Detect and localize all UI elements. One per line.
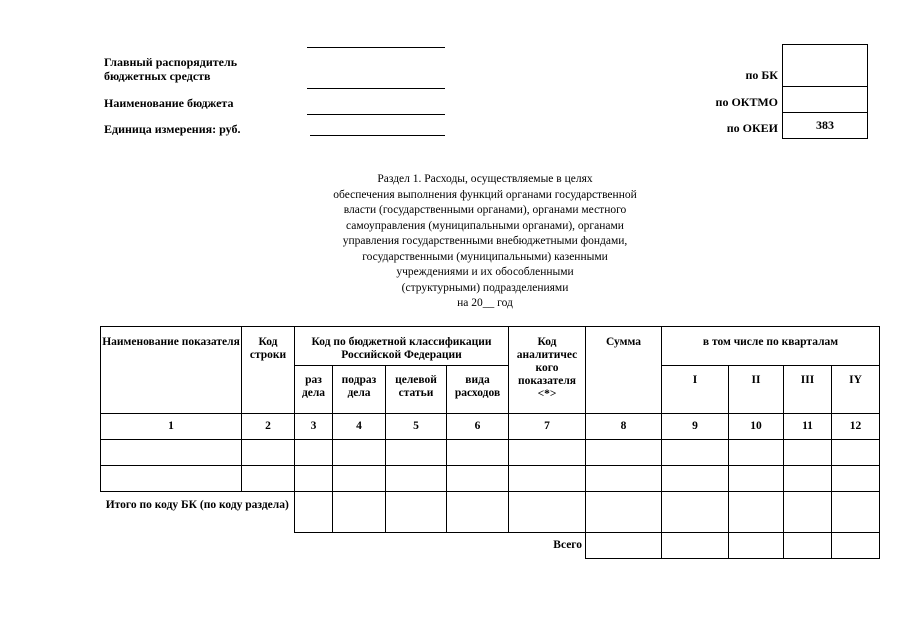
section-title-line: учреждениями и их обособленными xyxy=(396,266,574,278)
table-cell[interactable] xyxy=(242,440,295,466)
column-number: 11 xyxy=(784,414,832,440)
table-cell[interactable] xyxy=(832,466,880,492)
table-cell[interactable] xyxy=(386,466,447,492)
col-subsection-header: подраз дела xyxy=(333,366,386,414)
table-cell[interactable] xyxy=(333,466,386,492)
table-row xyxy=(101,440,880,466)
table-cell[interactable] xyxy=(333,492,386,533)
table-cell[interactable] xyxy=(586,440,662,466)
table-cell[interactable] xyxy=(333,440,386,466)
col-q2-header: II xyxy=(729,366,784,414)
table-cell[interactable] xyxy=(101,440,242,466)
col-q4-header: IY xyxy=(832,366,880,414)
unit-label: Единица измерения: руб. xyxy=(104,122,241,136)
col-target-header: целевой статьи xyxy=(386,366,447,414)
section-title-line: власти (государственными органами), органами местного xyxy=(343,204,627,216)
budget-name-label: Наименование бюджета xyxy=(104,96,234,110)
section-title-line: Раздел 1. Расходы, осуществляемые в целях xyxy=(377,173,593,185)
col-line-code-header: Код строки xyxy=(242,327,295,414)
header-row-1 xyxy=(101,327,880,366)
table-cell[interactable] xyxy=(295,492,333,533)
total-by-bk-label: Итого по коду БК (по коду раздела) xyxy=(105,499,289,511)
col-quarters-group-header: в том числе по кварталам xyxy=(662,327,880,366)
table-cell[interactable] xyxy=(509,492,586,533)
column-number: 12 xyxy=(832,414,880,440)
unit-fill-line[interactable] xyxy=(310,135,445,136)
column-number: 10 xyxy=(729,414,784,440)
table-cell[interactable] xyxy=(509,440,586,466)
table-cell[interactable] xyxy=(729,466,784,492)
section-title-line: самоуправления (муниципальными органами), органами xyxy=(346,219,624,232)
column-number: 7 xyxy=(509,414,586,440)
grand-total-label: Всего xyxy=(553,539,582,552)
table-cell[interactable] xyxy=(447,440,509,466)
col-name-header: Наименование показателя xyxy=(101,327,242,414)
table-cell[interactable] xyxy=(729,533,784,559)
table-cell[interactable] xyxy=(784,492,832,533)
table-cell[interactable] xyxy=(586,533,662,559)
table-cell[interactable] xyxy=(832,533,880,559)
table-cell[interactable] xyxy=(447,492,509,533)
table-cell[interactable] xyxy=(662,492,729,533)
grand-total-row xyxy=(101,533,880,559)
table-cell[interactable] xyxy=(784,466,832,492)
col-q1-header: I xyxy=(662,366,729,414)
column-number: 3 xyxy=(295,414,333,440)
table-cell[interactable] xyxy=(386,440,447,466)
table-cell[interactable] xyxy=(784,533,832,559)
column-number: 2 xyxy=(242,414,295,440)
column-number: 1 xyxy=(101,414,242,440)
table-cell[interactable] xyxy=(729,440,784,466)
distributor-label-line2: бюджетных средств xyxy=(104,69,211,83)
oktmo-code-label: по ОКТМО xyxy=(715,95,778,109)
budget-name-fill-line[interactable] xyxy=(307,114,445,115)
col-bk-group-header: Код по бюджетной классификации Российской Федерации xyxy=(295,327,509,366)
table-cell[interactable] xyxy=(729,492,784,533)
distributor-label xyxy=(104,55,237,83)
section-title-line: государственными (муниципальными) казенными xyxy=(362,250,608,263)
table-cell[interactable] xyxy=(662,466,729,492)
col-section-header: раз дела xyxy=(295,366,333,414)
column-number: 5 xyxy=(386,414,447,440)
distributor-fill-line[interactable] xyxy=(307,88,445,89)
col-analytic-header: Код аналитичес кого показателя <*> xyxy=(509,327,586,414)
section-title-line: обеспечения выполнения функций органами государственной xyxy=(333,188,637,201)
table-cell[interactable] xyxy=(242,466,295,492)
column-number: 4 xyxy=(333,414,386,440)
table-cell[interactable] xyxy=(662,440,729,466)
column-number: 6 xyxy=(447,414,509,440)
table-cell[interactable] xyxy=(586,466,662,492)
table-cell[interactable] xyxy=(784,440,832,466)
column-number: 8 xyxy=(586,414,662,440)
col-q3-header: III xyxy=(784,366,832,414)
table-cell[interactable] xyxy=(509,466,586,492)
okei-code-label: по ОКЕИ xyxy=(726,121,778,135)
distributor-label-line1: Главный распорядитель xyxy=(104,55,238,69)
distributor-top-line xyxy=(307,47,445,48)
okei-code-box[interactable]: 383 xyxy=(782,112,868,139)
expenses-table xyxy=(100,326,880,559)
table-cell[interactable] xyxy=(386,492,447,533)
table-cell[interactable] xyxy=(832,492,880,533)
total-by-bk-row xyxy=(101,492,880,533)
table-cell[interactable] xyxy=(662,533,729,559)
table-cell[interactable] xyxy=(101,466,242,492)
table-cell[interactable] xyxy=(295,440,333,466)
bk-code-box[interactable] xyxy=(782,44,868,87)
table-cell[interactable] xyxy=(447,466,509,492)
column-numbers-row xyxy=(101,414,880,440)
column-number: 9 xyxy=(662,414,729,440)
col-expense-type-header: вида расходов xyxy=(447,366,509,414)
table-cell[interactable] xyxy=(295,466,333,492)
section-title-line: (структурными) подразделениями xyxy=(401,281,569,294)
table-cell[interactable] xyxy=(832,440,880,466)
section-title-line: управления государственными внебюджетными фондами, xyxy=(342,235,628,247)
col-sum-header: Сумма xyxy=(586,327,662,414)
table-row xyxy=(101,466,880,492)
oktmo-code-box[interactable] xyxy=(782,86,868,113)
bk-code-label: по БК xyxy=(745,68,778,82)
section-title xyxy=(305,172,665,312)
table-cell[interactable] xyxy=(586,492,662,533)
section-title-line: на 20__ год xyxy=(457,297,513,309)
